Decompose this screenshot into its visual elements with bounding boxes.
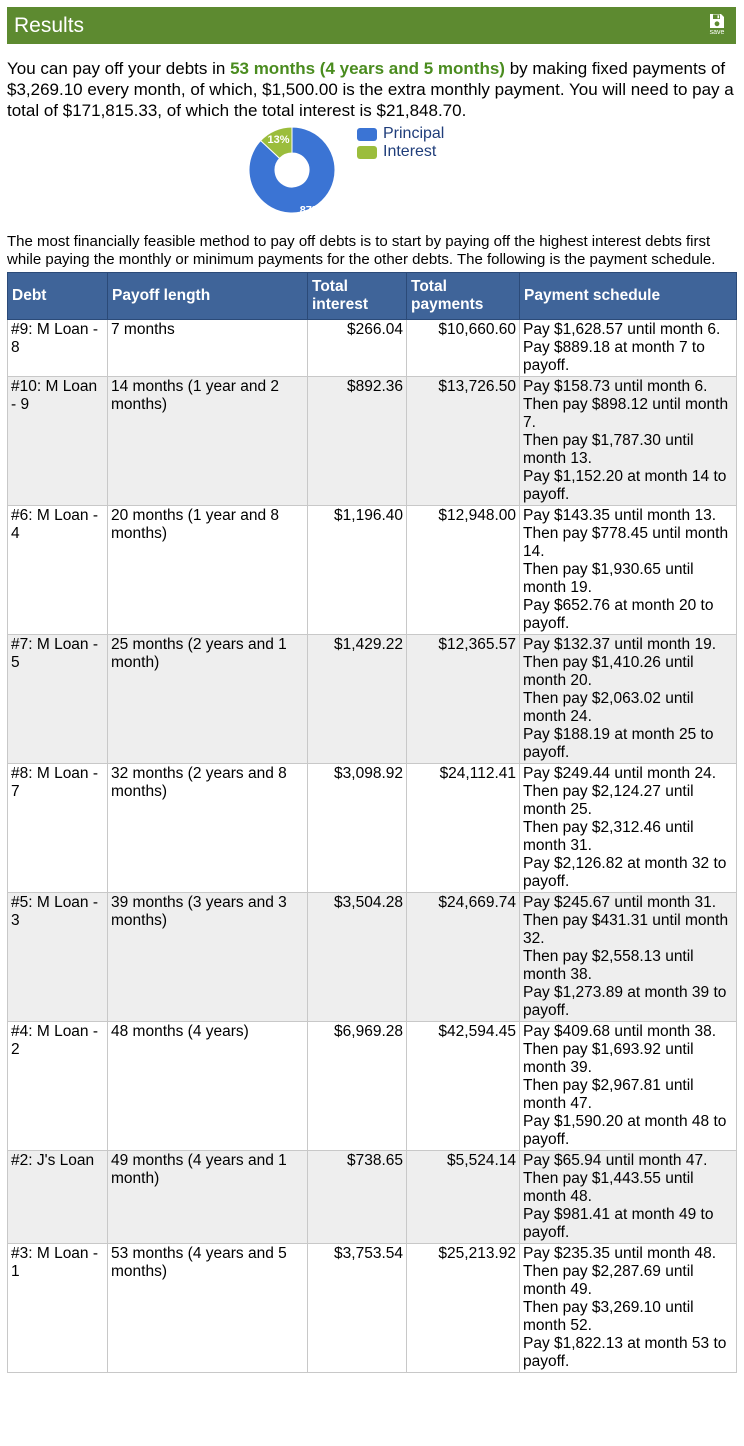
payoff-length-cell: 32 months (2 years and 8 months) — [108, 764, 308, 893]
total-interest-cell: $6,969.28 — [308, 1022, 407, 1151]
schedule-line: Then pay $2,124.27 until month 25. — [523, 783, 694, 818]
debt-cell: #4: M Loan - 2 — [8, 1022, 108, 1151]
payment-schedule-cell — [520, 506, 737, 635]
schedule-line: Then pay $1,443.55 until month 48. — [523, 1170, 694, 1205]
table-row — [8, 1022, 737, 1151]
column-header-total-payments: Total payments — [407, 273, 520, 320]
results-header — [7, 7, 736, 44]
schedule-line: Then pay $1,410.26 until month 20. — [523, 654, 694, 689]
payoff-duration-highlight: 53 months (4 years and 5 months) — [230, 59, 505, 78]
payment-schedule-cell — [520, 1244, 737, 1373]
total-interest-cell: $266.04 — [308, 320, 407, 377]
total-interest-cell: $3,753.54 — [308, 1244, 407, 1373]
schedule-line: Pay $1,822.13 at month 53 to payoff. — [523, 1335, 727, 1370]
schedule-line: Then pay $2,287.69 until month 49. — [523, 1263, 694, 1298]
summary-text — [7, 58, 736, 121]
schedule-line: Pay $1,628.57 until month 6. — [523, 321, 721, 338]
summary-part2: by making fixed payments of $3,269.10 every month, of which, $1,500.00 is the extra monthly payment. You will need to pay a total of $171,815.33, of which the total interest is $21,848.70. — [7, 59, 734, 120]
total-payments-cell: $10,660.60 — [407, 320, 520, 377]
method-description: The most financially feasible method to pay off debts is to start by paying off the highest interest debts first while paying the monthly or minimum payments for the other debts. The following is the payment schedule. — [7, 233, 716, 268]
schedule-line: Pay $245.67 until month 31. — [523, 894, 717, 911]
schedule-line: Then pay $2,063.02 until month 24. — [523, 690, 694, 725]
debt-cell: #9: M Loan - 8 — [8, 320, 108, 377]
schedule-line: Then pay $898.12 until month 7. — [523, 396, 729, 431]
debt-cell: #8: M Loan - 7 — [8, 764, 108, 893]
column-header-payoff-length: Payoff length — [108, 273, 308, 320]
table-row — [8, 764, 737, 893]
column-header-payment-schedule: Payment schedule — [520, 273, 737, 320]
total-interest-cell: $892.36 — [308, 377, 407, 506]
payment-schedule-cell — [520, 764, 737, 893]
schedule-line: Pay $2,126.82 at month 32 to payoff. — [523, 855, 727, 890]
schedule-line: Pay $235.35 until month 48. — [523, 1245, 717, 1262]
schedule-line: Pay $889.18 at month 7 to payoff. — [523, 339, 705, 374]
legend-item-interest[interactable] — [357, 143, 444, 161]
schedule-line: Pay $132.37 until month 19. — [523, 636, 717, 653]
legend-label-interest: Interest — [383, 143, 437, 160]
total-interest-cell: $1,429.22 — [308, 635, 407, 764]
table-row — [8, 377, 737, 506]
total-interest-cell: $3,504.28 — [308, 893, 407, 1022]
payment-schedule-table — [7, 272, 737, 1373]
debt-cell: #6: M Loan - 4 — [8, 506, 108, 635]
payoff-length-cell: 20 months (1 year and 8 months) — [108, 506, 308, 635]
payment-schedule-cell — [520, 320, 737, 377]
schedule-line: Then pay $1,787.30 until month 13. — [523, 432, 694, 467]
legend-label-principal: Principal — [383, 125, 445, 142]
results-title: Results — [14, 14, 85, 37]
table-row — [8, 1244, 737, 1373]
payoff-length-cell: 39 months (3 years and 3 months) — [108, 893, 308, 1022]
save-label: save — [709, 29, 725, 36]
schedule-line: Then pay $1,693.92 until month 39. — [523, 1041, 694, 1076]
payoff-length-cell: 49 months (4 years and 1 month) — [108, 1151, 308, 1244]
total-interest-cell: $3,098.92 — [308, 764, 407, 893]
total-payments-cell: $25,213.92 — [407, 1244, 520, 1373]
table-row — [8, 635, 737, 764]
total-payments-cell: $12,948.00 — [407, 506, 520, 635]
schedule-line: Then pay $2,312.46 until month 31. — [523, 819, 694, 854]
table-row — [8, 1151, 737, 1244]
schedule-line: Pay $143.35 until month 13. — [523, 507, 717, 524]
table-row — [8, 506, 737, 635]
payoff-length-cell: 53 months (4 years and 5 months) — [108, 1244, 308, 1373]
chart-row — [7, 121, 736, 229]
payoff-length-cell: 7 months — [108, 320, 308, 377]
payment-schedule-cell — [520, 377, 737, 506]
table-row — [8, 893, 737, 1022]
pie-label-interest: 13% — [267, 133, 290, 146]
legend-swatch-interest — [357, 146, 377, 159]
table-body — [8, 320, 737, 1373]
total-payments-cell: $12,365.57 — [407, 635, 520, 764]
payoff-length-cell: 14 months (1 year and 2 months) — [108, 377, 308, 506]
chart-legend — [357, 125, 444, 161]
pie-label-principal: 87% — [299, 204, 322, 215]
column-header-debt: Debt — [8, 273, 108, 320]
total-payments-cell: $5,524.14 — [407, 1151, 520, 1244]
payment-schedule-cell — [520, 893, 737, 1022]
payoff-length-cell: 25 months (2 years and 1 month) — [108, 635, 308, 764]
schedule-line: Then pay $778.45 until month 14. — [523, 525, 729, 560]
schedule-line: Pay $1,152.20 at month 14 to payoff. — [523, 468, 727, 503]
summary-part1: You can pay off your debts in — [7, 59, 231, 78]
total-interest-cell: $1,196.40 — [308, 506, 407, 635]
payoff-length-cell: 48 months (4 years) — [108, 1022, 308, 1151]
schedule-line: Then pay $1,930.65 until month 19. — [523, 561, 694, 596]
debt-cell: #7: M Loan - 5 — [8, 635, 108, 764]
payment-schedule-cell — [520, 1151, 737, 1244]
schedule-line: Pay $1,273.89 at month 39 to payoff. — [523, 984, 727, 1019]
schedule-line: Pay $1,590.20 at month 48 to payoff. — [523, 1113, 727, 1148]
schedule-line: Pay $409.68 until month 38. — [523, 1023, 717, 1040]
schedule-line: Pay $981.41 at month 49 to payoff. — [523, 1206, 714, 1241]
schedule-line: Pay $158.73 until month 6. — [523, 378, 708, 395]
schedule-line: Pay $188.19 at month 25 to payoff. — [523, 726, 714, 761]
schedule-line: Then pay $3,269.10 until month 52. — [523, 1299, 694, 1334]
schedule-line: Pay $249.44 until month 24. — [523, 765, 717, 782]
floppy-disk-icon — [709, 13, 725, 29]
total-interest-cell: $738.65 — [308, 1151, 407, 1244]
table-row — [8, 320, 737, 377]
schedule-line: Then pay $2,558.13 until month 38. — [523, 948, 694, 983]
schedule-line: Pay $652.76 at month 20 to payoff. — [523, 597, 714, 632]
total-payments-cell: $24,112.41 — [407, 764, 520, 893]
debt-cell: #10: M Loan - 9 — [8, 377, 108, 506]
payment-schedule-cell — [520, 1022, 737, 1151]
debt-cell: #5: M Loan - 3 — [8, 893, 108, 1022]
total-payments-cell: $13,726.50 — [407, 377, 520, 506]
schedule-line: Then pay $431.31 until month 32. — [523, 912, 729, 947]
debt-cell: #3: M Loan - 1 — [8, 1244, 108, 1373]
legend-swatch-principal — [357, 128, 377, 141]
principal-interest-donut-chart — [247, 125, 337, 215]
save-button[interactable] — [705, 13, 729, 37]
payment-schedule-cell — [520, 635, 737, 764]
legend-item-principal[interactable] — [357, 125, 444, 143]
total-payments-cell: $42,594.45 — [407, 1022, 520, 1151]
schedule-line: Pay $65.94 until month 47. — [523, 1152, 708, 1169]
debt-cell: #2: J's Loan — [8, 1151, 108, 1244]
table-header-row — [8, 273, 737, 320]
schedule-line: Then pay $2,967.81 until month 47. — [523, 1077, 694, 1112]
column-header-total-interest: Total interest — [308, 273, 407, 320]
total-payments-cell: $24,669.74 — [407, 893, 520, 1022]
